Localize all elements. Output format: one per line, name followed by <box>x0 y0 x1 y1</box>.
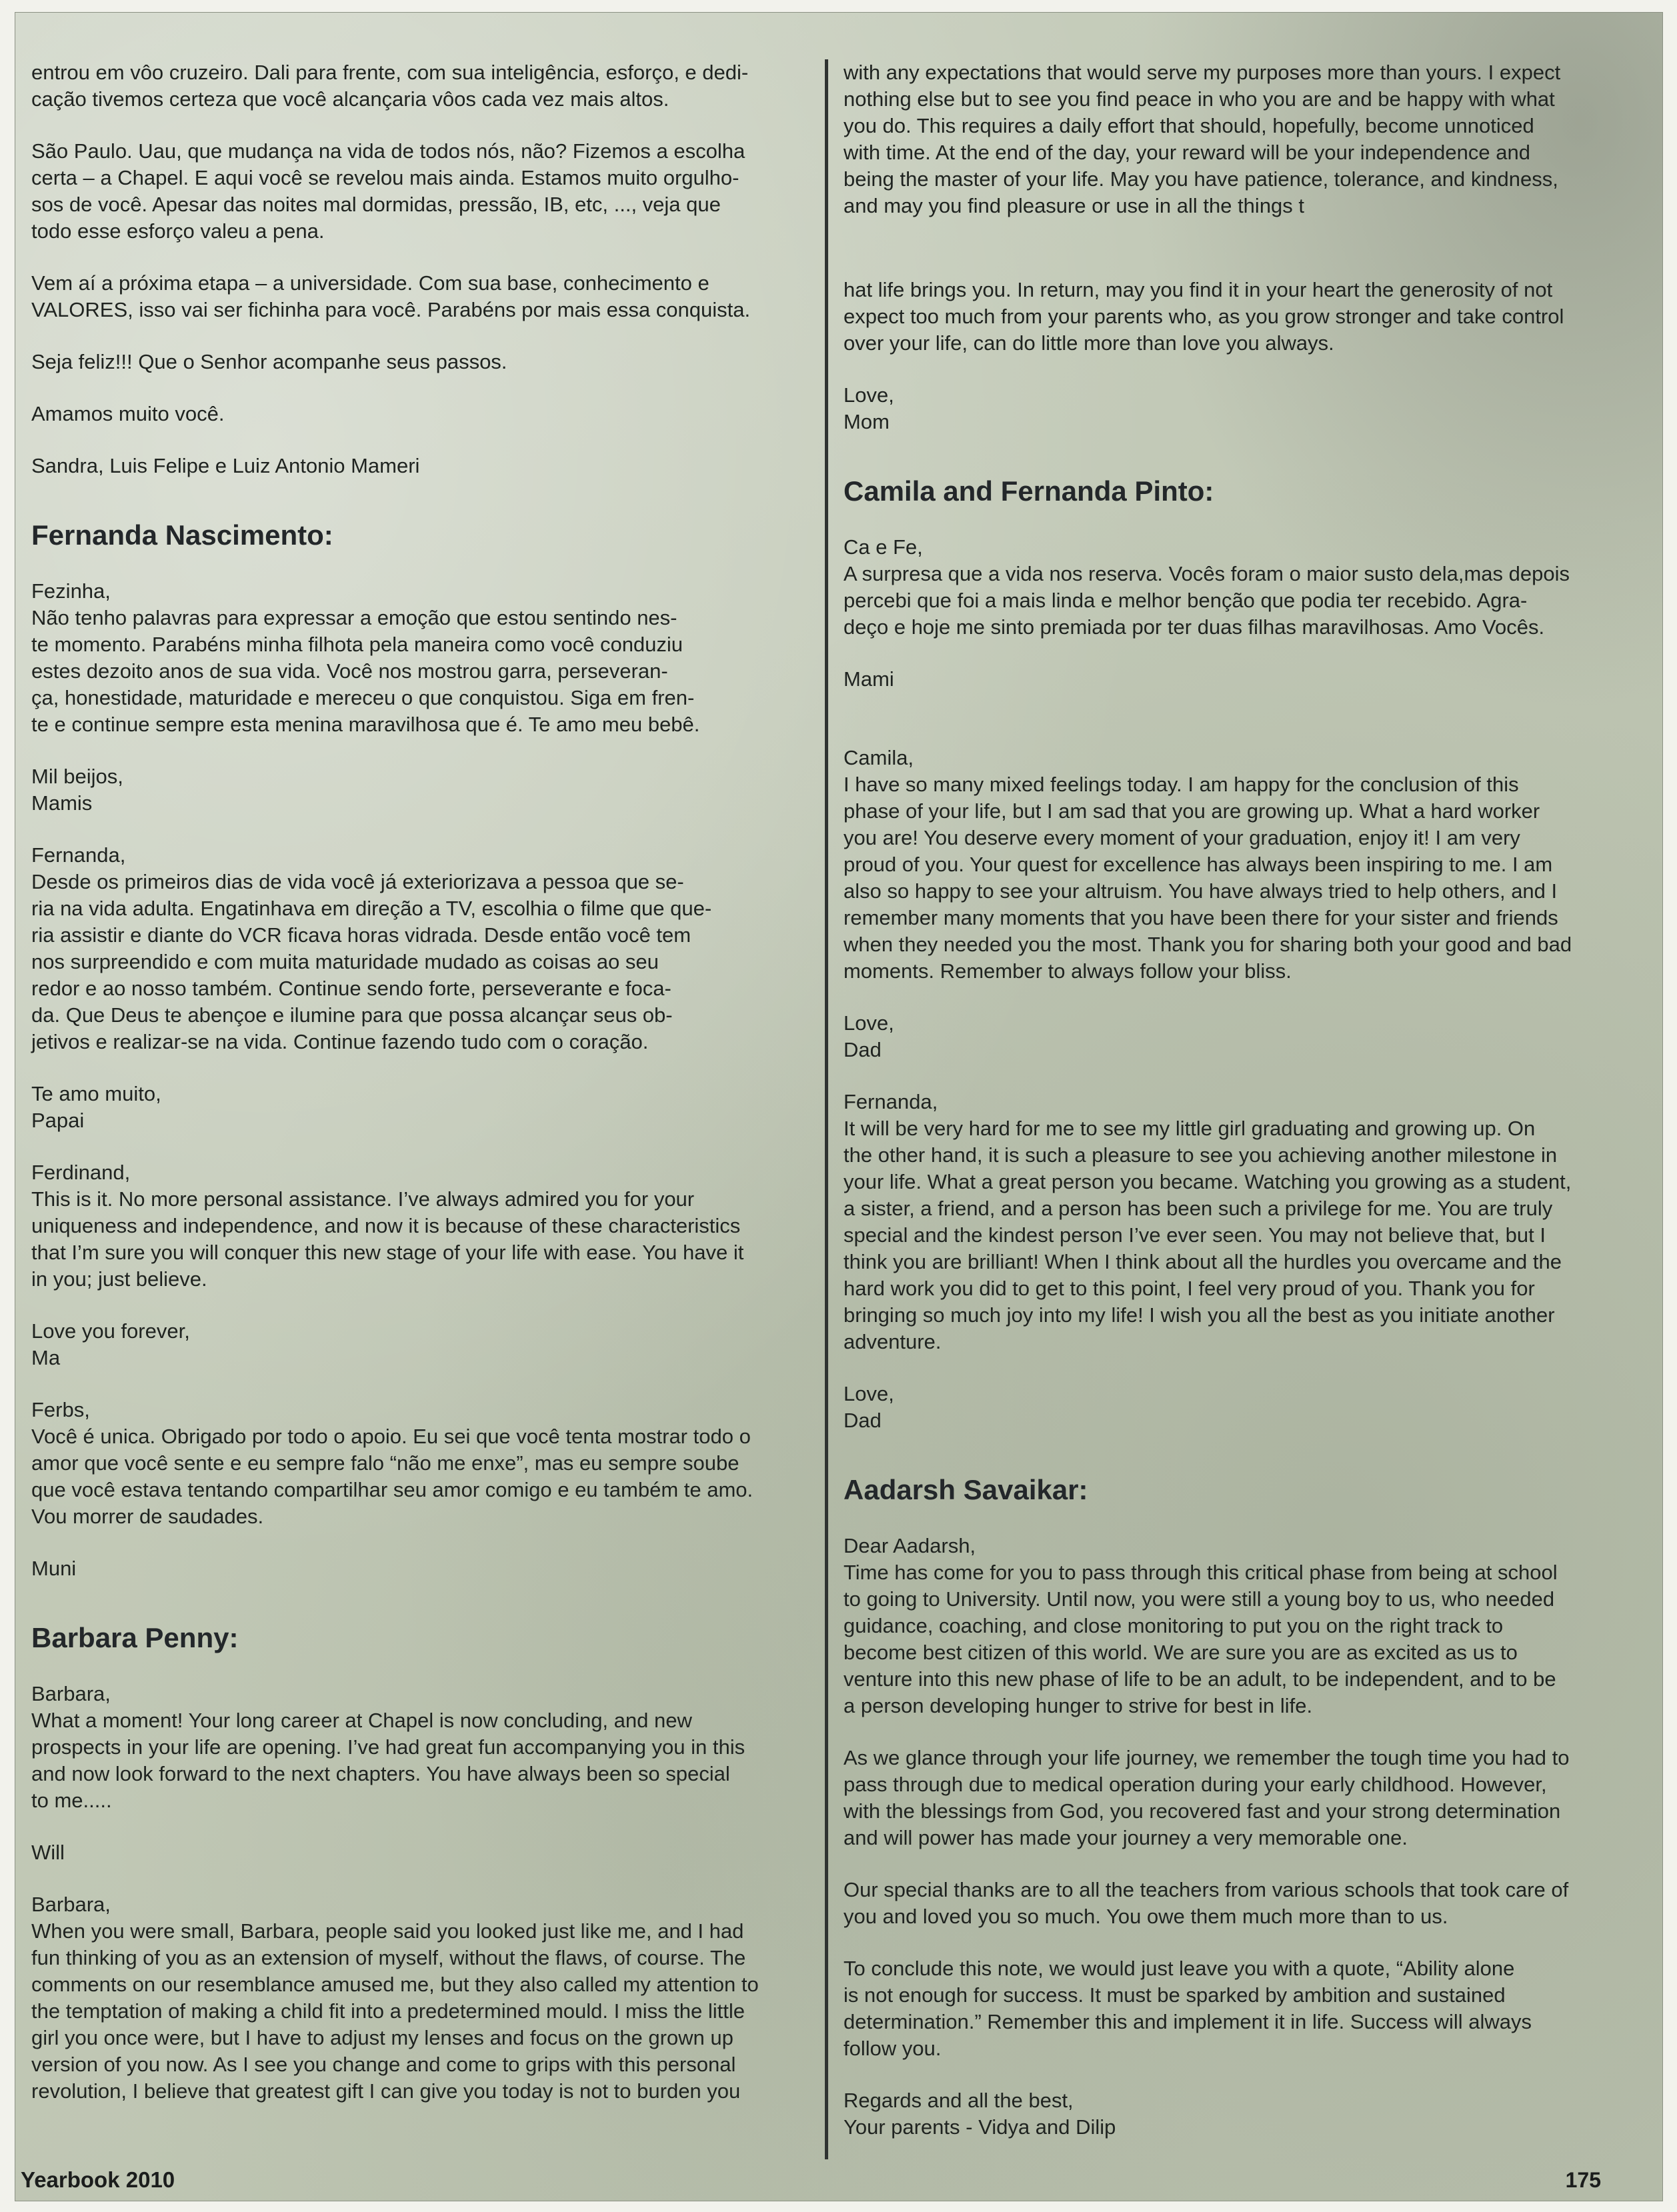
text-line: Vem aí a próxima etapa – a universidade. Com sua base, conhecimento e <box>31 271 709 295</box>
text-line: you and loved you so much. You owe them much more than to us. <box>844 1905 1448 1928</box>
text-line: adventure. <box>844 1330 942 1353</box>
text-line: comments on our resemblance amused me, but they also called my attention to <box>31 1973 759 1996</box>
text-line: te e continue sempre esta menina maravilhosa que é. Te amo meu bebê. <box>31 713 700 736</box>
text-line: phase of your life, but I am sad that you are growing up. What a hard worker <box>844 799 1540 823</box>
text-line: a sister, a friend, and a person has been such a privilege for me. You are truly <box>844 1197 1553 1220</box>
column-divider <box>825 59 828 2159</box>
text-line: São Paulo. Uau, que mudança na vida de todos nós, não? Fizemos a escolha <box>31 139 745 163</box>
signature <box>844 1381 1641 1434</box>
text-line: deço e hoje me sinto premiada por ter duas filhas maravilhosas. Amo Vocês. <box>844 615 1545 639</box>
text-line: certa – a Chapel. E aqui você se revelou mais ainda. Estamos muito orgulho- <box>31 166 739 189</box>
text-line: become best citizen of this world. We are sure you are as excited as us to <box>844 1641 1518 1664</box>
text-line: nos surpreendido e com muita maturidade mudado as coisas ao seu <box>31 950 659 973</box>
text-line: Time has come for you to pass through this critical phase from being at school <box>844 1561 1558 1584</box>
signature <box>844 1010 1641 1063</box>
text-line: jetivos e realizar-se na vida. Continue fazendo tudo com o coração. <box>31 1030 649 1053</box>
text-line: uniqueness and independence, and now it is because of these characteristics <box>31 1214 741 1237</box>
text-line: determination.” Remember this and implement it in life. Success will always <box>844 2010 1532 2033</box>
text-line: Ma <box>31 1346 61 1369</box>
message <box>31 1159 818 1293</box>
text-line: with the blessings from God, you recovered fast and your strong determination <box>844 1799 1561 1823</box>
yearbook-page <box>15 12 1663 2201</box>
paragraph <box>31 138 818 245</box>
text-line: Ferbs, <box>31 1398 90 1421</box>
text-line: special and the kindest person I’ve ever seen. You may not believe that, but I <box>844 1223 1546 1247</box>
section-heading-fernanda-nascimento: Fernanda Nascimento: <box>31 519 333 551</box>
text-line: da. Que Deus te abençoe e ilumine para que possa alcançar seus ob- <box>31 1003 673 1027</box>
text-line: A surpresa que a vida nos reserva. Vocês foram o maior susto dela,mas depois <box>844 562 1570 585</box>
text-line: nothing else but to see you find peace in who you are and be happy with what <box>844 87 1555 111</box>
text-line: Você é unica. Obrigado por todo o apoio. Eu sei que você tenta mostrar todo o <box>31 1425 751 1448</box>
message <box>31 1891 818 2105</box>
text-line: Love, <box>844 383 894 407</box>
text-line: that I’m sure you will conquer this new stage of your life with ease. You have it <box>31 1241 744 1264</box>
section-heading-barbara-penny: Barbara Penny: <box>31 1622 239 1653</box>
text-line: estes dezoito anos de sua vida. Você nos mostrou garra, perseveran- <box>31 659 668 683</box>
text-line: Will <box>31 1841 65 1864</box>
text-line: redor e ao nosso também. Continue sendo forte, perseverante e foca- <box>31 977 671 1000</box>
message <box>844 59 1641 219</box>
text-line: todo esse esforço valeu a pena. <box>31 219 325 243</box>
text-line: you do. This requires a daily effort that should, hopefully, become unnoticed <box>844 114 1534 137</box>
text-line: Love, <box>844 1011 894 1035</box>
text-line: in you; just believe. <box>31 1267 207 1291</box>
section-heading-aadarsh-savaikar: Aadarsh Savaikar: <box>844 1474 1088 1505</box>
message <box>31 1397 818 1530</box>
text-line: hard work you did to get to this point, I feel very proud of you. Thank you for <box>844 1277 1535 1300</box>
text-line: and may you find pleasure or use in all the things t <box>844 194 1305 217</box>
text-line: amor que você sente e eu sempre falo “não me enxe”, mas eu sempre soube <box>31 1451 739 1475</box>
text-line: the temptation of making a child fit into a predetermined mould. I miss the little <box>31 1999 745 2023</box>
signature <box>844 666 1641 693</box>
text-line: over your life, can do little more than love you always. <box>844 331 1334 355</box>
text-line: Mami <box>844 667 894 691</box>
text-line: Muni <box>31 1557 77 1580</box>
text-line: cação tivemos certeza que você alcançaria vôos cada vez mais altos. <box>31 87 669 111</box>
signature <box>31 763 818 817</box>
text-line: guidance, coaching, and close monitoring to put you on the right track to <box>844 1614 1504 1637</box>
text-line: Mamis <box>31 791 93 815</box>
text-line: Desde os primeiros dias de vida você já exteriorizava a pessoa que se- <box>31 870 684 893</box>
signature <box>31 1318 818 1371</box>
text-line: Barbara, <box>31 1682 111 1705</box>
message <box>844 745 1641 985</box>
text-line: Fernanda, <box>844 1090 938 1113</box>
paragraph <box>31 349 818 375</box>
paragraph <box>31 270 818 323</box>
message <box>31 842 818 1055</box>
text-line: As we glance through your life journey, we remember the tough time you had to <box>844 1746 1570 1769</box>
text-line: pass through due to medical operation during your early childhood. However, <box>844 1773 1547 1796</box>
text-line: This is it. No more personal assistance. I’ve always admired you for your <box>31 1187 695 1211</box>
text-line: Our special thanks are to all the teachers from various schools that took care of <box>844 1878 1569 1901</box>
text-line: when they needed you the most. Thank you for sharing both your good and bad <box>844 933 1572 956</box>
text-line: Barbara, <box>31 1893 111 1916</box>
text-line: ça, honestidade, maturidade e mereceu o que conquistou. Siga em fren- <box>31 686 695 709</box>
text-line: prospects in your life are opening. I’ve had great fun accompanying you in this <box>31 1735 745 1759</box>
text-line: Love, <box>844 1382 894 1405</box>
message <box>844 1955 1641 2062</box>
text-line: Sandra, Luis Felipe e Luiz Antonio Mameri <box>31 454 420 477</box>
text-line: with any expectations that would serve my purposes more than yours. I expect <box>844 61 1561 84</box>
paragraph <box>31 59 818 113</box>
message <box>31 578 818 738</box>
message <box>844 1089 1641 1355</box>
text-line: remember many moments that you have been there for your sister and friends <box>844 906 1558 929</box>
text-line: and now look forward to the next chapters. You have always been so special <box>31 1762 730 1785</box>
text-line: Regards and all the best, <box>844 2089 1074 2112</box>
text-line: think you are brilliant! When I think about all the hurdles you overcame and the <box>844 1250 1562 1273</box>
text-line: bringing so much joy into my life! I wish you all the best as you initiate another <box>844 1303 1555 1327</box>
message <box>31 1681 818 1814</box>
text-line: you are! You deserve every moment of your graduation, enjoy it! I am very <box>844 826 1520 849</box>
text-line: Mom <box>844 410 890 433</box>
text-line: also so happy to see your altruism. You have always tried to help others, and I <box>844 879 1558 903</box>
text-line: que você estava tentando compartilhar seu amor comigo e eu também te amo. <box>31 1478 753 1501</box>
text-line: with time. At the end of the day, your reward will be your independence and <box>844 141 1530 164</box>
text-line: version of you now. As I see you change and come to grips with this personal <box>31 2053 736 2076</box>
signature <box>31 1839 818 1866</box>
text-line: I have so many mixed feelings today. I am happy for the conclusion of this <box>844 773 1519 796</box>
text-line: follow you. <box>844 2037 942 2060</box>
text-line: Your parents - Vidya and Dilip <box>844 2115 1116 2139</box>
signature <box>31 1555 818 1582</box>
left-column <box>31 59 818 2130</box>
text-line: and will power has made your journey a very memorable one. <box>844 1826 1408 1849</box>
text-line: fun thinking of you as an extension of myself, without the flaws, of course. The <box>31 1946 746 1969</box>
signature <box>844 382 1641 435</box>
text-line: venture into this new phase of life to be an adult, to be independent, and to be <box>844 1667 1556 1691</box>
signature <box>31 1081 818 1134</box>
paragraph <box>31 401 818 427</box>
message <box>844 1533 1641 1719</box>
signature <box>844 2087 1641 2141</box>
text-line: te momento. Parabéns minha filhota pela maneira como você conduziu <box>31 633 683 656</box>
text-line: a person developing hunger to strive for best in life. <box>844 1694 1313 1717</box>
text-line: Dad <box>844 1409 882 1432</box>
text-line: entrou em vôo cruzeiro. Dali para frente, com sua inteligência, esforço, e dedi- <box>31 61 749 84</box>
text-line: Mil beijos, <box>31 765 123 788</box>
text-line: Amamos muito você. <box>31 402 225 425</box>
message <box>844 1877 1641 1930</box>
text-line: your life. What a great person you became. Watching you growing as a student, <box>844 1170 1572 1193</box>
message <box>844 534 1641 641</box>
text-line: sos de você. Apesar das noites mal dormidas, pressão, IB, etc, ..., veja que <box>31 193 721 216</box>
text-line: Ferdinand, <box>31 1161 131 1184</box>
text-line: moments. Remember to always follow your bliss. <box>844 959 1292 983</box>
text-line: It will be very hard for me to see my little girl graduating and growing up. On <box>844 1117 1536 1140</box>
text-line: What a moment! Your long career at Chapel is now concluding, and new <box>31 1709 692 1732</box>
text-line: Seja feliz!!! Que o Senhor acompanhe seus passos. <box>31 350 507 373</box>
text-line: Ca e Fe, <box>844 535 923 559</box>
text-line: revolution, I believe that greatest gift I can give you today is not to burden you <box>31 2079 741 2103</box>
text-line: hat life brings you. In return, may you find it in your heart the generosity of not <box>844 278 1553 301</box>
text-line: Te amo muito, <box>31 1082 161 1105</box>
text-line: ria na vida adulta. Engatinhava em direção a TV, escolhia o filme que que- <box>31 897 712 920</box>
text-line: When you were small, Barbara, people said you looked just like me, and I had <box>31 1919 744 1943</box>
text-line: being the master of your life. May you have patience, tolerance, and kindness, <box>844 167 1558 191</box>
text-line: expect too much from your parents who, as you grow stronger and take control <box>844 305 1564 328</box>
text-line: Fezinha, <box>31 579 111 603</box>
text-line: proud of you. Your quest for excellence has always been inspiring to me. I am <box>844 853 1553 876</box>
section-heading-camila-fernanda-pinto: Camila and Fernanda Pinto: <box>844 475 1214 507</box>
text-line: to me..... <box>31 1789 112 1812</box>
text-line: Fernanda, <box>31 843 126 867</box>
text-line: Papai <box>31 1109 85 1132</box>
text-line: the other hand, it is such a pleasure to see you achieving another milestone in <box>844 1143 1558 1167</box>
text-line: VALORES, isso vai ser fichinha para você. Parabéns por mais essa conquista. <box>31 298 751 321</box>
text-line: Dear Aadarsh, <box>844 1534 976 1557</box>
page-number: 175 <box>1565 2168 1601 2192</box>
text-line: To conclude this note, we would just leave you with a quote, “Ability alone <box>844 1957 1515 1980</box>
text-line: Vou morrer de saudades. <box>31 1505 264 1528</box>
text-line: percebi que foi a mais linda e melhor benção que podia ter recebido. Agra- <box>844 589 1528 612</box>
text-line: Love you forever, <box>31 1319 190 1343</box>
text-line: girl you once were, but I have to adjust my lenses and focus on the grown up <box>31 2026 733 2049</box>
text-line: is not enough for success. It must be sparked by ambition and sustained <box>844 1983 1506 2007</box>
signature <box>31 453 818 479</box>
message <box>844 277 1641 357</box>
text-line: Não tenho palavras para expressar a emoção que estou sentindo nes- <box>31 606 677 629</box>
text-line: Dad <box>844 1038 882 1061</box>
message <box>844 1745 1641 1851</box>
right-column <box>844 59 1641 2166</box>
text-line: ria assistir e diante do VCR ficava horas vidrada. Desde então você tem <box>31 923 691 947</box>
text-line: Camila, <box>844 746 914 769</box>
text-line: to going to University. Until now, you were still a young boy to us, who needed <box>844 1587 1555 1611</box>
publication-footer: Yearbook 2010 <box>21 2167 175 2192</box>
